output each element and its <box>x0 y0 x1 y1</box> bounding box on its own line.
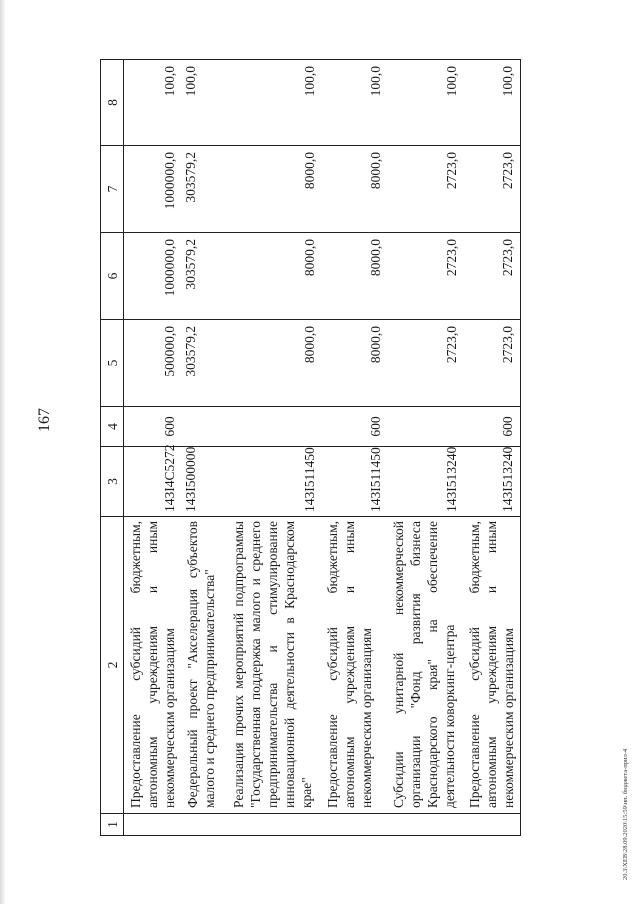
table-row <box>384 60 460 836</box>
row-value-7: 1000000,0 <box>124 146 179 233</box>
row-value-6: 2723,0 <box>460 233 520 320</box>
row-value-5: 8000,0 <box>318 320 384 407</box>
row-value-6: 8000,0 <box>318 233 384 320</box>
footer-note: 20.3\XEB\28.09.2020\15:59\нп. бюджета-прил-4 <box>622 748 629 880</box>
header-cell-7: 7 <box>101 146 124 233</box>
row-type <box>224 407 318 447</box>
row-code: 143I513240 <box>384 447 460 517</box>
cell-empty <box>460 814 520 836</box>
row-value-5: 500000,0 <box>124 320 179 407</box>
header-row <box>101 60 124 836</box>
row-value-7: 2723,0 <box>384 146 460 233</box>
row-code: 143I4C5272 <box>124 447 179 517</box>
table-row <box>318 60 384 836</box>
row-value-5: 8000,0 <box>224 320 318 407</box>
row-type: 600 <box>460 407 520 447</box>
row-code: 143I511450 <box>224 447 318 517</box>
row-value-5: 2723,0 <box>384 320 460 407</box>
row-name: Предоставление субсидий бюджетным, автономным учреждениям и иным некоммерческим организациям <box>318 517 384 814</box>
rotated-table-container <box>100 60 544 836</box>
row-value-8: 100,0 <box>178 60 224 146</box>
row-value-7: 303579,2 <box>178 146 224 233</box>
row-value-6: 2723,0 <box>384 233 460 320</box>
row-value-8: 100,0 <box>384 60 460 146</box>
table-row <box>124 60 179 836</box>
header-cell-6: 6 <box>101 233 124 320</box>
row-value-8: 100,0 <box>460 60 520 146</box>
row-value-5: 2723,0 <box>460 320 520 407</box>
page-number: 167 <box>36 408 53 432</box>
row-code: 143I500000 <box>178 447 224 517</box>
cell-empty <box>124 814 179 836</box>
row-name: Субсидии унитарной некоммерческой организации "Фонд развития бизнеса Краснодарского края" на обеспечение деятельности коворкинг-центра <box>384 517 460 814</box>
budget-table <box>100 59 521 836</box>
row-value-5: 303579,2 <box>178 320 224 407</box>
cell-empty <box>318 814 384 836</box>
row-type <box>178 407 224 447</box>
row-value-6: 1000000,0 <box>124 233 179 320</box>
row-name: Предоставление субсидий бюджетным, автономным учреждениям и иным некоммерческим организациям <box>460 517 520 814</box>
cell-empty <box>224 814 318 836</box>
table-row <box>178 60 224 836</box>
cell-empty <box>384 814 460 836</box>
row-name: Предоставление субсидий бюджетным, автономным учреждениям и иным некоммерческим организациям <box>124 517 179 814</box>
header-cell-3: 3 <box>101 447 124 517</box>
row-type <box>384 407 460 447</box>
row-value-7: 2723,0 <box>460 146 520 233</box>
row-name: Реализация прочих мероприятий подпрограммы "Государственная поддержка малого и среднего предпринимательства и стимулирование инновационной деятельности в Краснодарском крае" <box>224 517 318 814</box>
header-cell-4: 4 <box>101 407 124 447</box>
row-value-6: 303579,2 <box>178 233 224 320</box>
header-cell-8: 8 <box>101 60 124 146</box>
row-value-8: 100,0 <box>124 60 179 146</box>
table-row <box>224 60 318 836</box>
row-value-7: 8000,0 <box>318 146 384 233</box>
header-cell-5: 5 <box>101 320 124 407</box>
header-cell-1: 1 <box>101 814 124 836</box>
cell-empty <box>178 814 224 836</box>
table-row <box>460 60 520 836</box>
row-name: Федеральный проект "Акселерация субъектов малого и среднего предпринимательства" <box>178 517 224 814</box>
row-value-7: 8000,0 <box>224 146 318 233</box>
row-code: 143I513240 <box>460 447 520 517</box>
row-type: 600 <box>318 407 384 447</box>
row-value-8: 100,0 <box>224 60 318 146</box>
row-type: 600 <box>124 407 179 447</box>
header-cell-2: 2 <box>101 517 124 814</box>
row-value-8: 100,0 <box>318 60 384 146</box>
row-code: 143I511450 <box>318 447 384 517</box>
scan-edge-shadow <box>0 0 6 904</box>
row-value-6: 8000,0 <box>224 233 318 320</box>
